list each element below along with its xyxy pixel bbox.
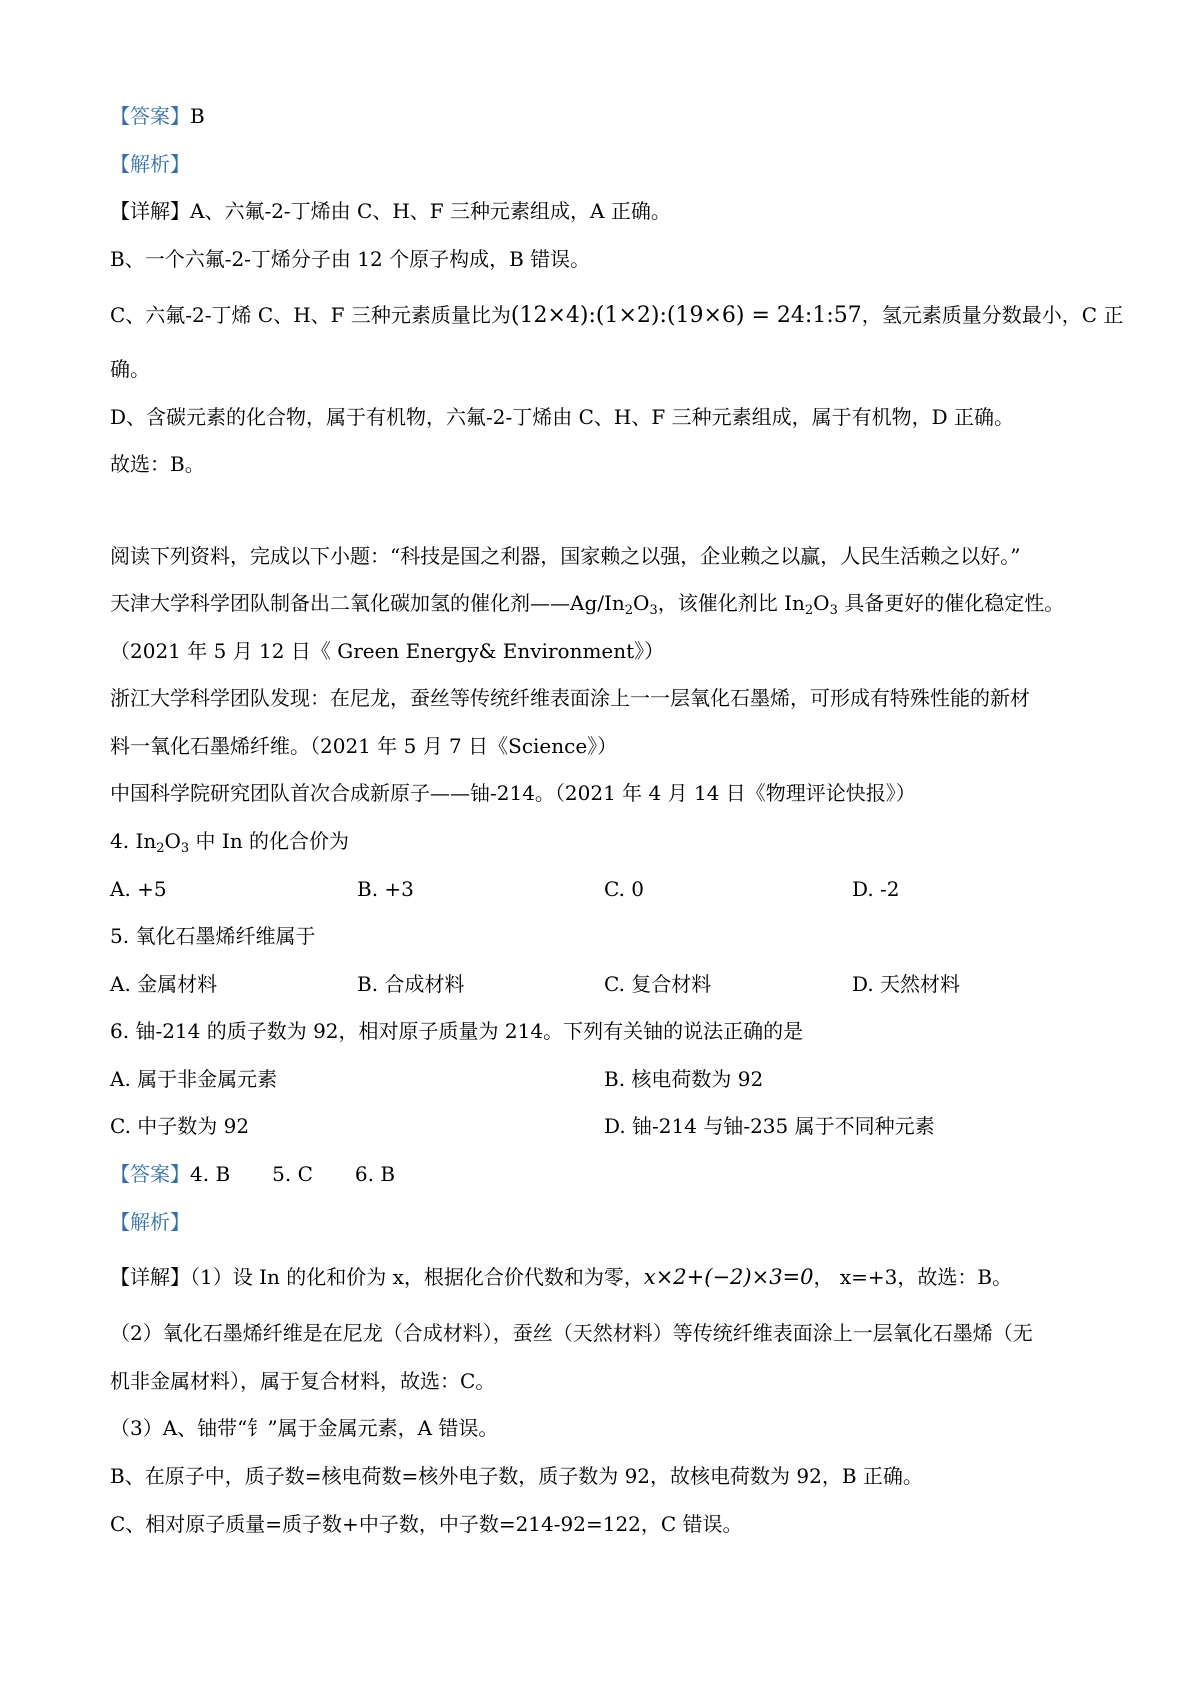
detail-line-3a [110, 1413, 1090, 1443]
detail-tag: 【详解】 [110, 199, 190, 223]
question-text: O [164, 829, 181, 853]
question-text: 中 In 的化合价为 [189, 829, 350, 853]
answer-line-1 [110, 101, 1090, 131]
option-d[interactable]: D. -2 [852, 877, 900, 901]
passage-line-5 [110, 731, 1090, 761]
option-a[interactable]: A. +5 [110, 877, 167, 901]
question-5-stem [110, 921, 1090, 951]
question-text: 4. In [110, 829, 157, 853]
detail-text: ，氢元素质量分数最小，C 正 [861, 303, 1124, 327]
option-c[interactable]: C. 中子数为 92 [110, 1114, 250, 1138]
answer-value: 6. B [354, 1162, 396, 1186]
analysis-line-2 [110, 1207, 1090, 1237]
detail-text: C、六氟-2-丁烯 C、H、F 三种元素质量比为 [110, 303, 511, 327]
option-c[interactable]: C. 0 [604, 877, 645, 901]
subscript: 2 [156, 841, 165, 856]
passage-text: 中国科学院研究团队首次合成新原子——铀-214。（2021 年 4 月 14 日《物理评论快报》） [110, 781, 916, 805]
option-b[interactable]: B. +3 [357, 877, 414, 901]
detail-line-1 [110, 1262, 1090, 1292]
passage-text: （2021 年 5 月 12 日《 Green Energy& Environment》） [110, 639, 665, 663]
subscript: 3 [829, 603, 838, 618]
passage-text: 阅读下列资料，完成以下小题：“科技是国之利器，国家赖之以强，企业赖之以赢，人民生活赖之以好。” [110, 544, 1021, 568]
passage-text: O [813, 591, 830, 615]
detail-line-2b [110, 1366, 1090, 1396]
option-a[interactable]: A. 属于非金属元素 [110, 1067, 278, 1091]
passage-text: ，该催化剂比 In [657, 591, 805, 615]
subscript: 2 [624, 603, 634, 618]
question-4-options [110, 874, 1090, 904]
passage-text: 天津大学科学团队制备出二氧化碳加氢的催化剂——Ag/In [110, 591, 625, 615]
passage-line-2 [110, 588, 1090, 618]
valence-formula: x×2+(−2)×3=0 [643, 1265, 814, 1289]
passage-text: 具备更好的催化稳定性。 [837, 591, 1065, 615]
passage-text: 料一氧化石墨烯纤维。（2021 年 5 月 7 日《Science》） [110, 734, 618, 758]
passage-text: O [633, 591, 650, 615]
detail-line-2a [110, 1318, 1090, 1348]
detail-text: （1）设 In 的化和价为 x，根据化合价代数和为零， [190, 1265, 644, 1289]
detail-text: ， x=+3，故选：B。 [813, 1265, 1013, 1289]
detail-line-c [110, 300, 1124, 330]
option-b[interactable]: B. 核电荷数为 92 [604, 1067, 764, 1091]
answer-line-2 [110, 1159, 1090, 1189]
detail-text: C、相对原子质量=质子数+中子数，中子数=214-92=122，C 错误。 [110, 1512, 743, 1536]
passage-line-3 [110, 636, 1090, 666]
option-c[interactable]: C. 复合材料 [604, 972, 712, 996]
detail-text: （2）氧化石墨烯纤维是在尼龙（合成材料），蚕丝（天然材料）等传统纤维表面涂上一层氧化石墨烯（无 [110, 1321, 1033, 1345]
passage-line-1 [110, 541, 1090, 571]
question-4-stem [110, 826, 1090, 856]
answer-tag: 【答案】 [110, 1162, 190, 1186]
answer-value: 5. C [272, 1162, 313, 1186]
question-5-options [110, 969, 1090, 999]
detail-text: （3）A、铀带“钅”属于金属元素，A 错误。 [110, 1416, 499, 1440]
detail-line-c-cont [110, 354, 1090, 384]
conclusion-text: 故选：B。 [110, 452, 205, 476]
detail-line-3b [110, 1461, 1090, 1491]
analysis-tag: 【解析】 [110, 152, 190, 176]
mass-ratio-formula: (12×4):(1×2):(19×6) = 24:1:57 [510, 303, 862, 328]
passage-line-4 [110, 683, 1090, 713]
option-d[interactable]: D. 天然材料 [852, 972, 961, 996]
subscript: 2 [804, 603, 814, 618]
detail-text: B、在原子中，质子数=核电荷数=核外电子数，质子数为 92，故核电荷数为 92，B 正确。 [110, 1464, 923, 1488]
question-6-options-row-1 [110, 1064, 1090, 1094]
passage-text: 浙江大学科学团队发现：在尼龙，蚕丝等传统纤维表面涂上一一层氧化石墨烯，可形成有特殊性能的新材 [110, 686, 1030, 710]
option-d[interactable]: D. 铀-214 与铀-235 属于不同种元素 [604, 1114, 935, 1138]
analysis-tag: 【解析】 [110, 1210, 190, 1234]
option-b[interactable]: B. 合成材料 [357, 972, 465, 996]
question-6-options-row-2 [110, 1111, 1090, 1141]
detail-tag: 【详解】 [110, 1265, 190, 1289]
question-6-stem [110, 1016, 1090, 1046]
analysis-line-1 [110, 149, 1090, 179]
subscript: 3 [180, 841, 190, 856]
detail-text: 机非金属材料），属于复合材料，故选：C。 [110, 1369, 496, 1393]
detail-text: 确。 [110, 357, 150, 381]
option-a[interactable]: A. 金属材料 [110, 972, 218, 996]
detail-text: D、含碳元素的化合物，属于有机物，六氟-2-丁烯由 C、H、F 三种元素组成，属于有机物，D 正确。 [110, 405, 1015, 429]
answer-value: B [190, 104, 205, 128]
detail-text: A、六氟-2-丁烯由 C、H、F 三种元素组成，A 正确。 [190, 199, 671, 223]
question-text: 5. 氧化石墨烯纤维属于 [110, 924, 316, 948]
answer-tag: 【答案】 [110, 104, 190, 128]
question-text: 6. 铀-214 的质子数为 92，相对原子质量为 214。下列有关铀的说法正确的是 [110, 1019, 804, 1043]
detail-line-b [110, 244, 1090, 274]
subscript: 3 [649, 603, 658, 618]
conclusion-line [110, 449, 1090, 479]
detail-line-a [110, 196, 1090, 226]
detail-line-d [110, 402, 1090, 432]
detail-line-3c [110, 1509, 1090, 1539]
detail-text: B、一个六氟-2-丁烯分子由 12 个原子构成，B 错误。 [110, 247, 591, 271]
answer-value: 4. B [190, 1162, 231, 1186]
passage-line-6 [110, 778, 1090, 808]
